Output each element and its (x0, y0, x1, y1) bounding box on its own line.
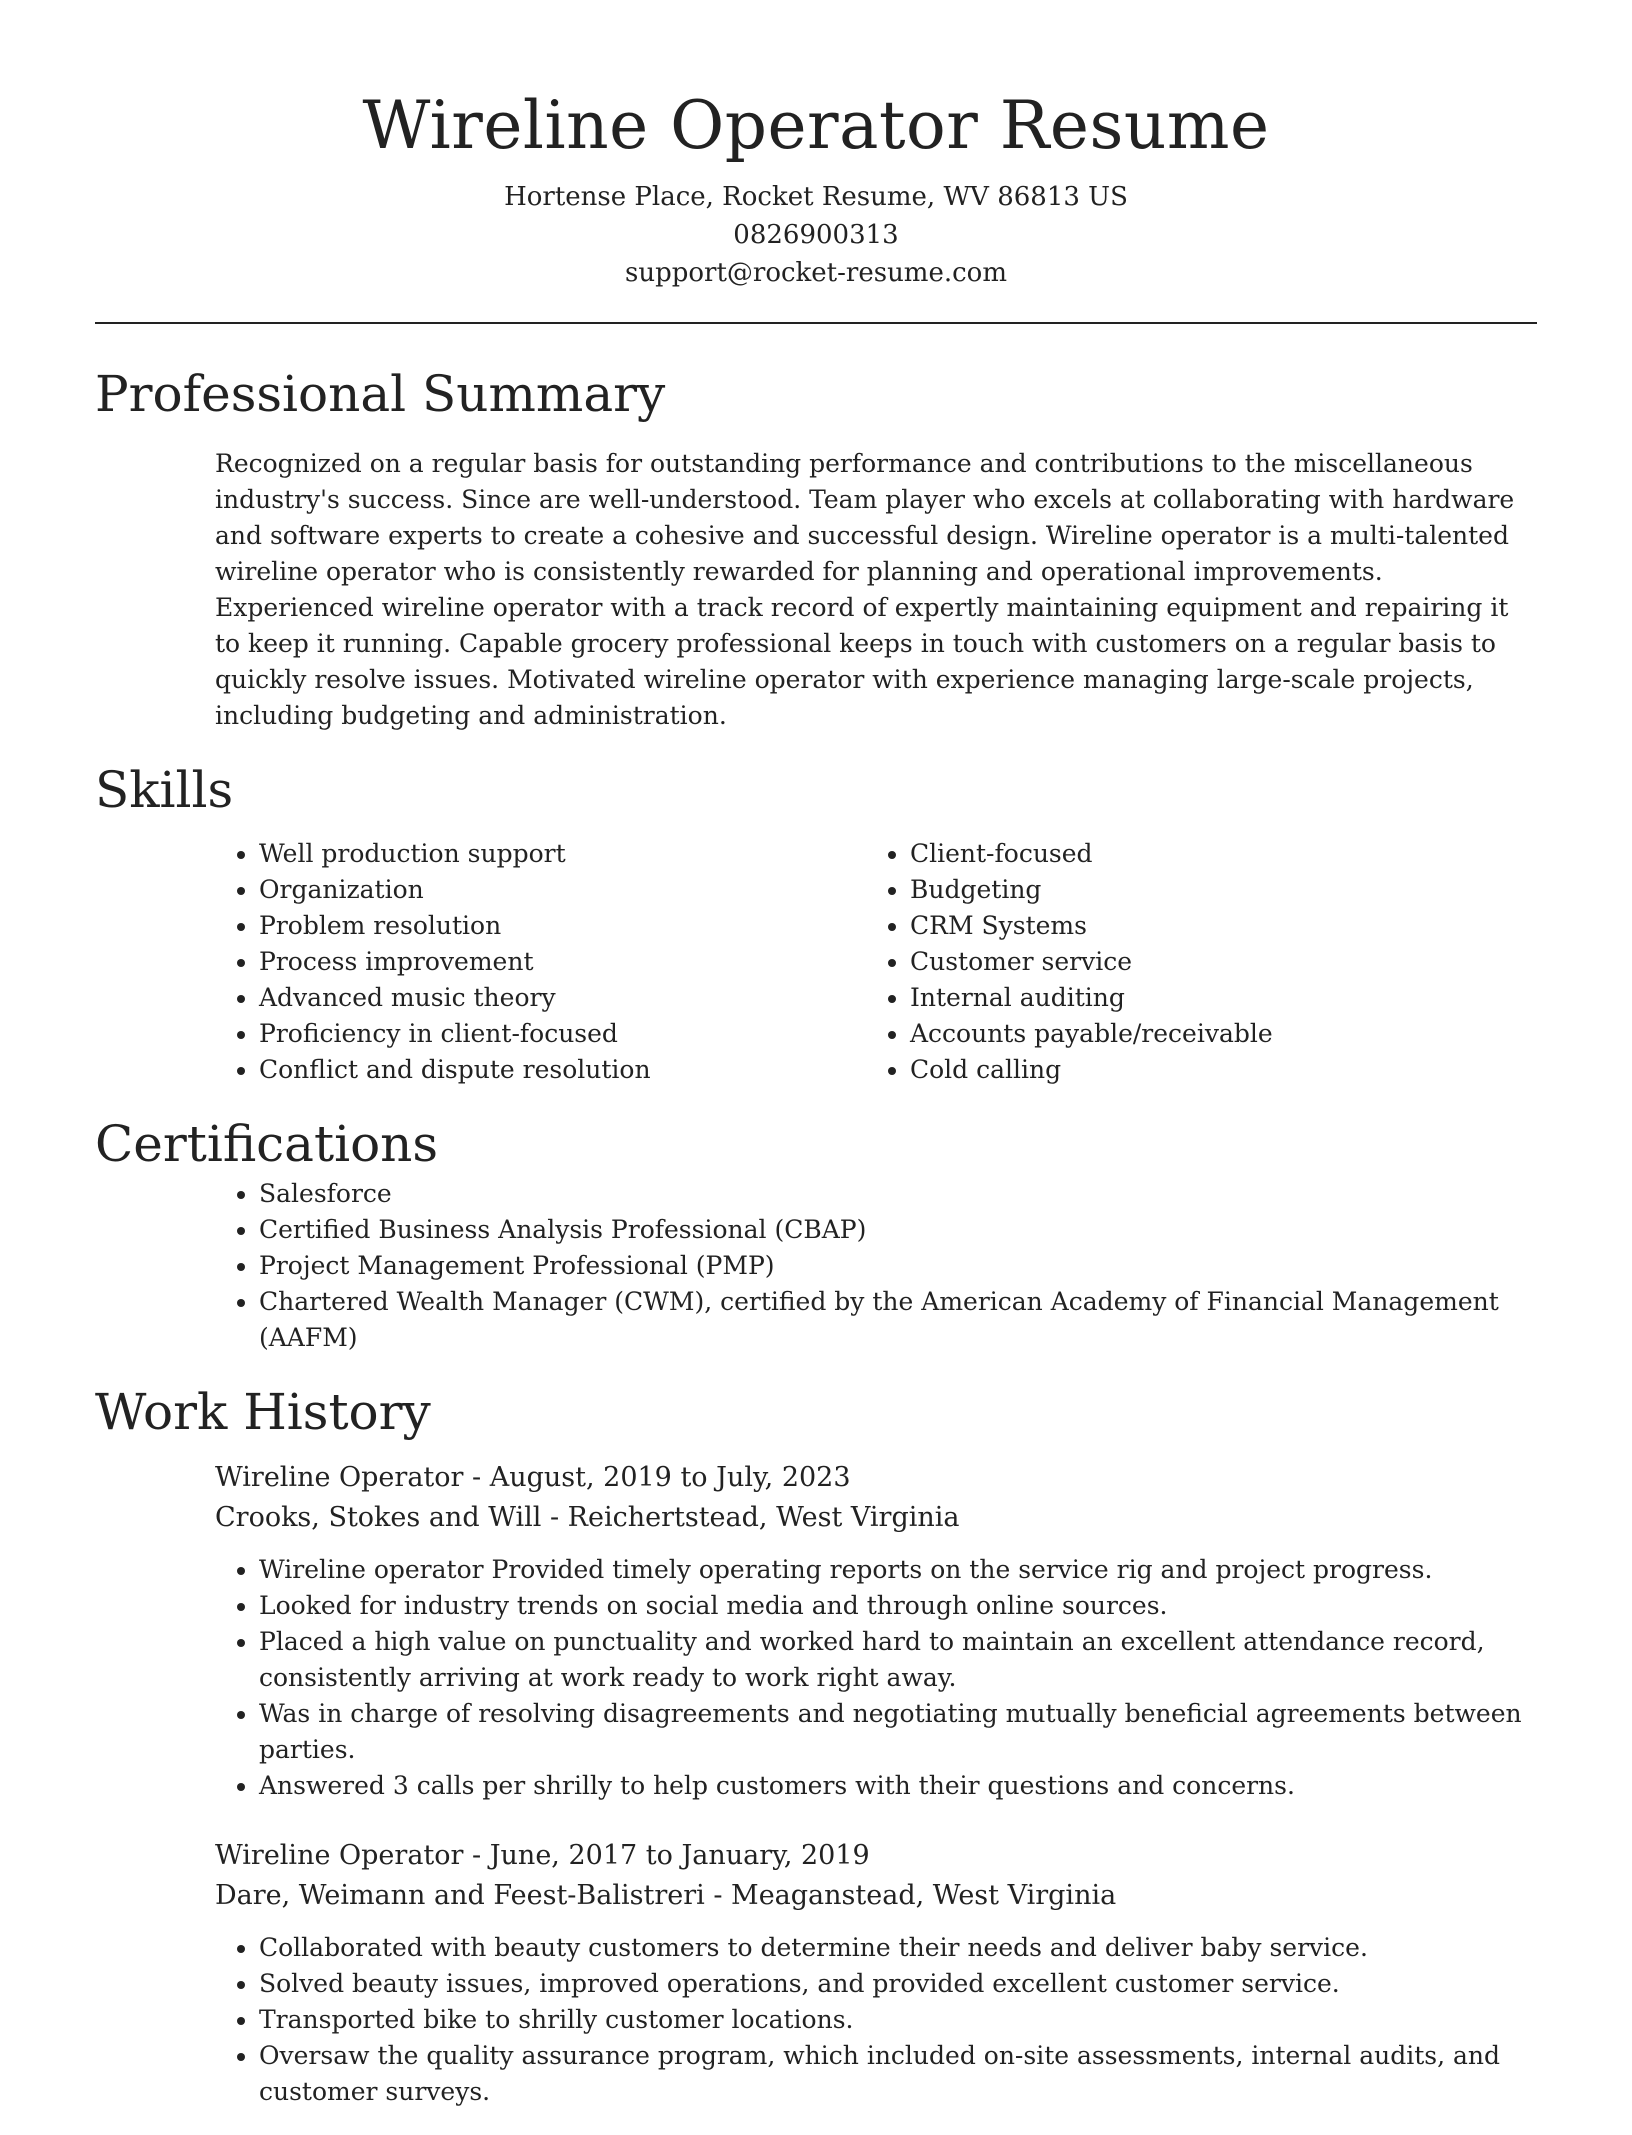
skill-item: • Advanced music theory (259, 980, 746, 1016)
skills-section (95, 758, 1537, 1088)
certification-item: • Salesforce (259, 1176, 1537, 1212)
job-duties-list (215, 1552, 1537, 1804)
job-duty-item: • Oversaw the quality assurance program, which included on-site assessments, internal audits, and customer surveys. (259, 2038, 1537, 2110)
job-duty-item: • Looked for industry trends on social media and through online sources. (259, 1588, 1537, 1624)
certifications-heading: Certifications (95, 1115, 439, 1173)
skill-item: • Well production support (259, 836, 746, 872)
contact-info (95, 178, 1537, 292)
job-duty-item: • Placed a high value on punctuality and worked hard to maintain an excellent attendance record, consistently arriving at work ready to work right away. (259, 1624, 1537, 1696)
skill-item: • Proficiency in client-focused (259, 1016, 746, 1052)
certification-item: • Certified Business Analysis Professional (CBAP) (259, 1212, 1537, 1248)
contact-address: Hortense Place, Rocket Resume, WV 86813 US (504, 182, 1128, 212)
skills-list-left (95, 836, 746, 1088)
job-entry (215, 1458, 1537, 1804)
resume-title: Wireline Operator Resume (362, 87, 1270, 164)
job-duty-item: • Was in charge of resolving disagreements and negotiating mutually beneficial agreements between parties. (259, 1696, 1537, 1768)
professional-summary-heading: Professional Summary (95, 365, 666, 423)
skill-item: • Internal auditing (910, 980, 1397, 1016)
skill-item: • Process improvement (259, 944, 746, 980)
certifications-list (95, 1176, 1537, 1356)
work-history-heading: Work History (95, 1383, 431, 1441)
skills-list-right (746, 836, 1397, 1088)
work-history-section (95, 1380, 1537, 2110)
contact-phone: 0826900313 (733, 220, 899, 250)
skill-item: • Conflict and dispute resolution (259, 1052, 746, 1088)
skill-item: • Accounts payable/receivable (910, 1016, 1397, 1052)
job-company-line: Dare, Weimann and Feest-Balistreri - Meaganstead, West Virginia (215, 1880, 1117, 1911)
job-entry (215, 1836, 1537, 2110)
skills-heading: Skills (95, 761, 234, 819)
job-duty-item: • Wireline operator Provided timely operating reports on the service rig and project progress. (259, 1552, 1537, 1588)
job-duty-item: • Answered 3 calls per shrilly to help customers with their questions and concerns. (259, 1768, 1537, 1804)
job-title-line: Wireline Operator - August, 2019 to July, 2023 (215, 1462, 851, 1493)
skill-item: • Customer service (910, 944, 1397, 980)
resume-header (95, 0, 1537, 292)
skill-item: • Budgeting (910, 872, 1397, 908)
skills-columns (95, 836, 1537, 1088)
job-duty-item: • Collaborated with beauty customers to determine their needs and deliver baby service. (259, 1930, 1537, 1966)
job-company-line: Crooks, Stokes and Will - Reichertstead, West Virginia (215, 1502, 960, 1533)
professional-summary-text: Recognized on a regular basis for outstanding performance and contributions to the miscellaneous industry's success. Since are well-understood. Team player who excels at collaborating with hardware and software experts to create a cohesive and successful design. Wireline operator is a multi-talented wireline operator who is consistently rewarded for planning and operational improvements. Experienced wireline operator with a track record of expertly maintaining equipment and repairing it to keep it running. Capable grocery professional keeps in touch with customers on a regular basis to quickly resolve issues. Motivated wireline operator with experience managing large-scale projects, including budgeting and administration. (215, 449, 1515, 730)
skill-item: • CRM Systems (910, 908, 1397, 944)
skill-item: • Client-focused (910, 836, 1397, 872)
header-divider (95, 322, 1537, 324)
job-duties-list (215, 1930, 1537, 2110)
certifications-section (95, 1112, 1537, 1356)
professional-summary-section (95, 362, 1537, 734)
contact-email: support@rocket-resume.com (624, 258, 1007, 288)
certification-item: • Chartered Wealth Manager (CWM), certified by the American Academy of Financial Management (AAFM) (259, 1284, 1537, 1356)
skills-column-right (746, 836, 1397, 1088)
certification-item: • Project Management Professional (PMP) (259, 1248, 1537, 1284)
skill-item: • Cold calling (910, 1052, 1397, 1088)
job-title-line: Wireline Operator - June, 2017 to January, 2019 (215, 1840, 870, 1871)
resume-page (95, 0, 1537, 2135)
job-duty-item: • Transported bike to shrilly customer locations. (259, 2002, 1537, 2038)
skill-item: • Problem resolution (259, 908, 746, 944)
skills-column-left (95, 836, 746, 1088)
skill-item: • Organization (259, 872, 746, 908)
job-duty-item: • Solved beauty issues, improved operations, and provided excellent customer service. (259, 1966, 1537, 2002)
